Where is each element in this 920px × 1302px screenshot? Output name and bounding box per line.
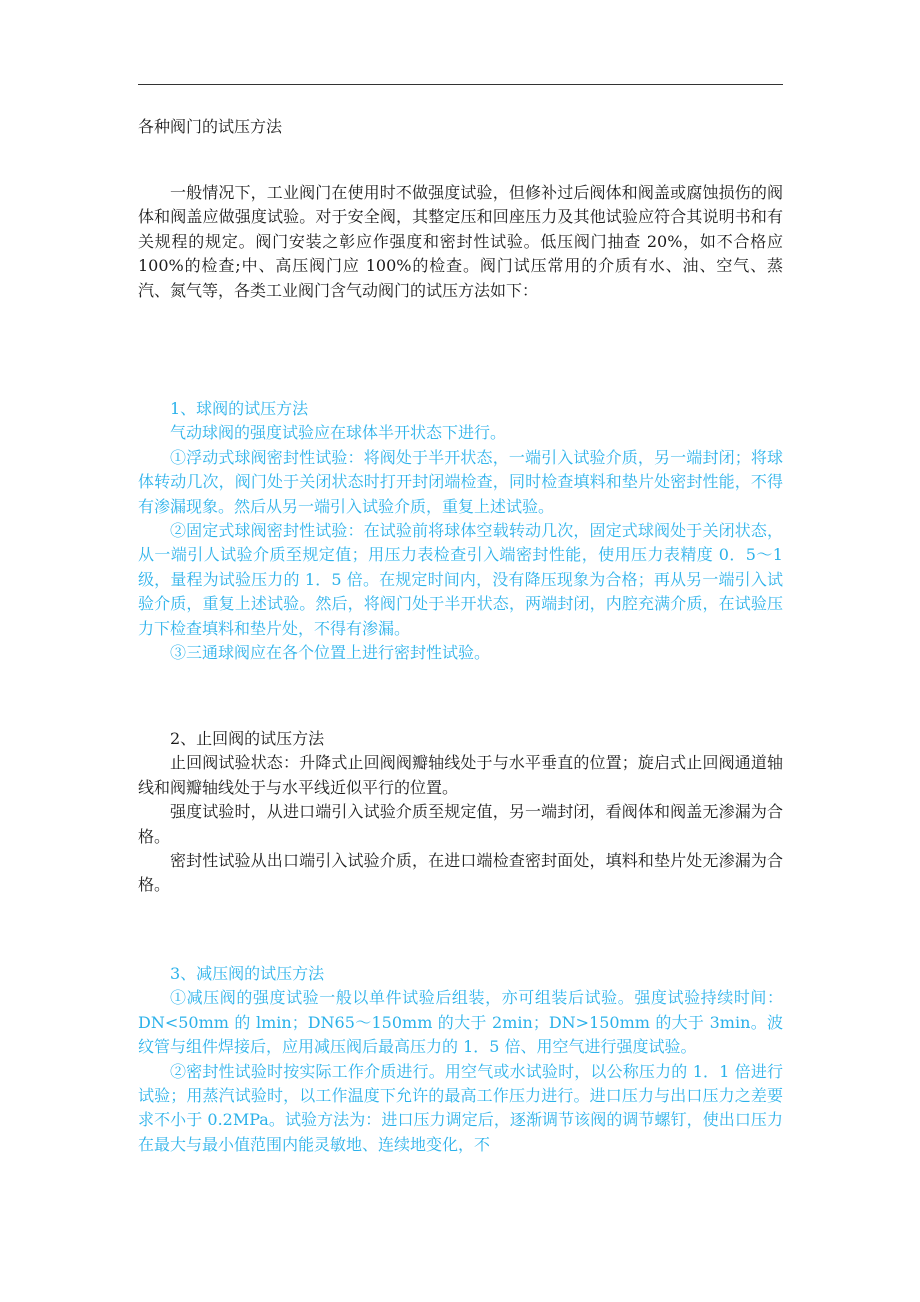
section2-paragraph-2: 强度试验时，从进口端引入试验介质至规定值，另一端封闭，看阀体和阀盖无渗漏为合格。 — [138, 802, 783, 846]
section-ball-valve — [138, 397, 783, 665]
section-reducing-valve — [138, 962, 783, 1157]
section1-paragraph-4: ③三通球阀应在各个位置上进行密封性试验。 — [170, 643, 491, 663]
header-rule — [138, 84, 783, 85]
section1-heading: 1、球阀的试压方法 — [170, 399, 309, 418]
section1-paragraph-1: 气动球阀的强度试验应在球体半开状态下进行。 — [170, 423, 507, 443]
section3-paragraph-1: ①减压阀的强度试验一般以单件试验后组装，亦可组装后试验。强度试验持续时间：DN<50mm 的 lmin；DN65～150mm 的大于 2min；DN>150mm 的大于 3min。波纹管与组件焊接后，应用减压阀后最高压力的 1．5 倍、用空气进行强度试验。 — [138, 988, 783, 1057]
section2-paragraph-1: 止回阀试验状态：升降式止回阀阀瓣轴线处于与水平垂直的位置；旋启式止回阀通道轴线和阀瓣轴线处于与水平线近似平行的位置。 — [138, 753, 783, 797]
section2-heading: 2、止回阀的试压方法 — [170, 729, 325, 748]
intro-block — [138, 181, 783, 303]
section2-paragraph-3: 密封性试验从出口端引入试验介质，在进口端检查密封面处，填料和垫片处无渗漏为合格。 — [138, 851, 783, 895]
page-title: 各种阀门的试压方法 — [138, 117, 283, 136]
section3-heading: 3、减压阀的试压方法 — [170, 964, 325, 983]
section1-paragraph-3: ②固定式球阀密封性试验：在试验前将球体空载转动几次，固定式球阀处于关闭状态，从一端引人试验介质至规定值；用压力表检查引入端密封性能，使用压力表精度 0．5～1 级，量程为试验压力的 1．5 倍。在规定时间内，没有降压现象为合格；再从另一端引入试验介质，重复上述试验。然后，将阀门处于半开状态，两端封闭，内腔充满介质，在试验压力下检查填料和垫片处，不得有渗漏。 — [138, 521, 783, 638]
section3-paragraph-2: ②密封性试验时按实际工作介质进行。用空气或水试验时，以公称压力的 1．1 倍进行试验；用蒸汽试验时，以工作温度下允许的最高工作压力进行。进口压力与出口压力之差要求不小于 0.2MPa。试验方法为：进口压力调定后，逐渐调节该阀的调节螺钉，使出口压力在最大与最小值范围内能灵敏地、连续地变化，不 — [138, 1061, 783, 1154]
section1-paragraph-2: ①浮动式球阀密封性试验：将阀处于半开状态，一端引入试验介质，另一端封闭；将球体转动几次，阀门处于关闭状态时打开封闭端检查，同时检查填料和垫片处密封性能，不得有渗漏现象。然后从另一端引入试验介质，重复上述试验。 — [138, 447, 783, 516]
intro-paragraph: 一般情况下，工业阀门在使用时不做强度试验，但修补过后阀体和阀盖或腐蚀损伤的阀体和阀盖应做强度试验。对于安全阀，其整定压和回座压力及其他试验应符合其说明书和有关规程的规定。阀门安装之彰应作强度和密封性试验。低压阀门抽查 20%，如不合格应 100%的检查;中、高压阀门应 100%的检查。阀门试压常用的介质有水、油、空气、蒸汽、氮气等，各类工业阀门含气动阀门的试压方法如下： — [138, 183, 783, 300]
section-check-valve — [138, 727, 783, 898]
